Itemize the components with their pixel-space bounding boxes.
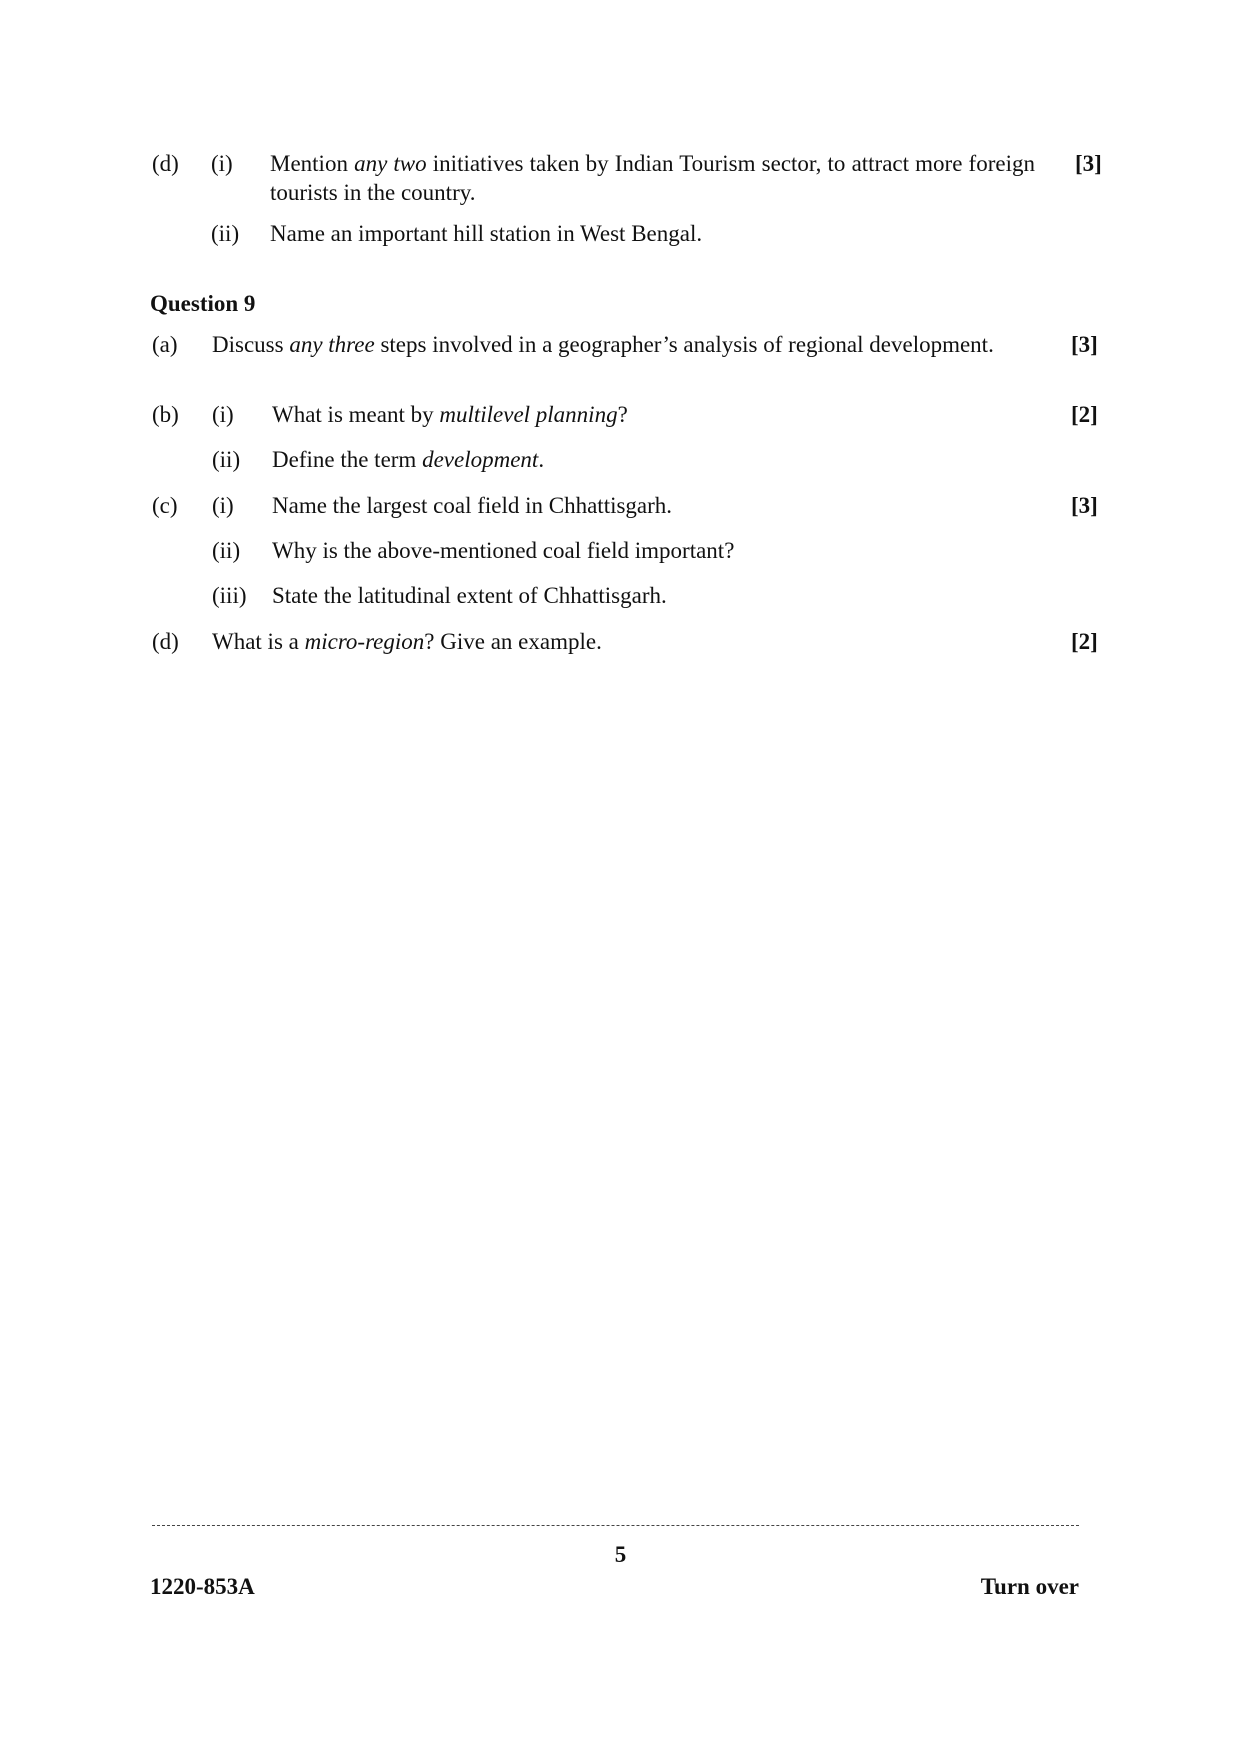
q9d-label: (d) [152, 629, 179, 654]
q9c-iii-label: (iii) [212, 583, 247, 608]
q9c-marks: [3] [1071, 493, 1098, 518]
q9b-marks: [2] [1071, 402, 1098, 427]
q9c-label: (c) [152, 493, 178, 518]
q9d-marks: [2] [1071, 629, 1098, 654]
q9b-i-text: What is meant by multilevel planning? [272, 402, 628, 427]
q8d-marks: [3] [1075, 151, 1102, 176]
q9c-ii-label: (ii) [212, 538, 241, 563]
q9c-ii-text: Why is the above-mentioned coal field important? [272, 538, 735, 563]
q8d-i-text: Mention any two initiatives taken by Indian Tourism sector, to attract more foreign tourists in the country. [270, 151, 1035, 205]
q8d-label: (d) [152, 151, 179, 176]
q9b-label: (b) [152, 402, 179, 427]
q9a-text: Discuss any three steps involved in a geographer’s analysis of regional development. [212, 332, 994, 357]
paper-code: 1220-853A [150, 1574, 255, 1599]
q9c-i-text: Name the largest coal field in Chhattisgarh. [272, 493, 673, 518]
q9c-i-label: (i) [212, 493, 234, 518]
q9b-ii-label: (ii) [212, 447, 241, 472]
q9b-ii-text: Define the term development. [272, 447, 545, 472]
page-number: 5 [614, 1542, 627, 1567]
question-9-heading: Question 9 [150, 291, 256, 316]
q8d-ii-text: Name an important hill station in West Bengal. [270, 221, 703, 246]
turn-over-label: Turn over [980, 1574, 1079, 1599]
q8d-i-label: (i) [211, 151, 233, 176]
q9a-label: (a) [152, 332, 178, 357]
footer-divider [152, 1525, 1079, 1526]
q9b-i-label: (i) [212, 402, 234, 427]
q9d-text: What is a micro-region? Give an example. [212, 629, 602, 654]
q9c-iii-text: State the latitudinal extent of Chhattisgarh. [272, 583, 667, 608]
q8d-ii-label: (ii) [211, 221, 240, 246]
q9a-marks: [3] [1071, 332, 1098, 357]
